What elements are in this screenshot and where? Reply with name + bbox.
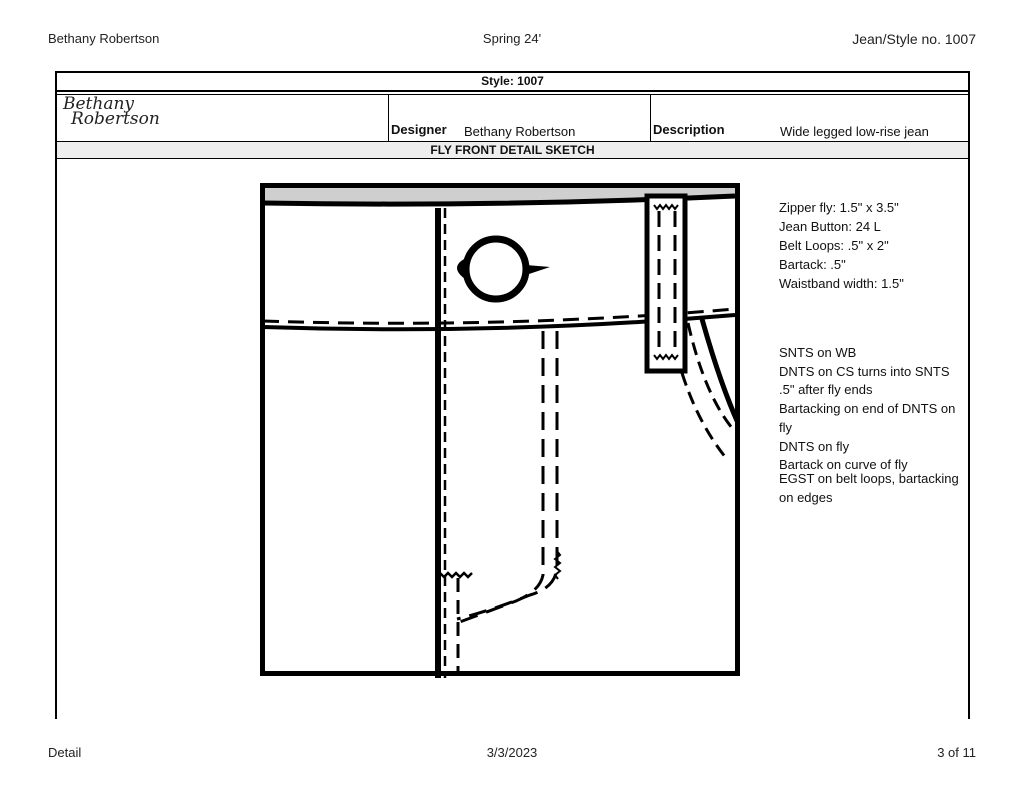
note-egst-loops: EGST on belt loops, bartacking on edges bbox=[779, 470, 959, 505]
note-bartack-dnts: Bartacking on end of DNTS on fly bbox=[779, 401, 956, 435]
header-style-ref: Jean/Style no. 1007 bbox=[852, 31, 976, 47]
spec-zipper: Zipper fly: 1.5" x 3.5" bbox=[779, 200, 899, 215]
spec-button: Jean Button: 24 L bbox=[779, 219, 881, 234]
side-curve bbox=[702, 319, 738, 423]
footer-page: 3 of 11 bbox=[937, 745, 976, 760]
designer-value: Bethany Robertson bbox=[464, 124, 576, 139]
note-dnts-fly: DNTS on fly bbox=[779, 438, 850, 454]
fly-front-sketch bbox=[260, 183, 740, 678]
info-row bbox=[57, 94, 968, 143]
center-bartack bbox=[436, 573, 472, 577]
spec-bartack: Bartack: .5" bbox=[779, 257, 846, 272]
spec-panel bbox=[779, 198, 964, 507]
section-title: FLY FRONT DETAIL SKETCH bbox=[57, 142, 968, 159]
description-value: Wide legged low-rise jean bbox=[780, 124, 929, 139]
spec-waistband: Waistband width: 1.5" bbox=[779, 276, 904, 291]
header-season: Spring 24' bbox=[482, 31, 542, 46]
button-shank-right bbox=[526, 265, 550, 275]
spec-belt-loops: Belt Loops: .5" x 2" bbox=[779, 238, 889, 253]
note-bartack-curve: Bartack on curve of fly bbox=[779, 457, 908, 473]
header-designer: Bethany Robertson bbox=[48, 31, 160, 46]
brand-logo bbox=[63, 94, 160, 129]
jean-button bbox=[466, 239, 526, 299]
divider bbox=[388, 95, 389, 141]
stitch-notes bbox=[779, 344, 964, 507]
designer-label: Designer bbox=[391, 122, 447, 137]
side-curve-stitch-2 bbox=[682, 373, 726, 458]
fly-stitch-inner bbox=[457, 331, 543, 623]
logo-line-1: Bethany bbox=[63, 94, 135, 114]
footer-date: 3/3/2023 bbox=[486, 745, 538, 760]
note-dnts-cs: DNTS on CS turns into SNTS .5" after fly ends bbox=[779, 363, 950, 398]
style-title: Style: 1007 bbox=[57, 73, 968, 92]
footer-section: Detail bbox=[48, 745, 82, 760]
note-snts-wb: SNTS on WB bbox=[779, 345, 857, 360]
logo-line-2: Robertson bbox=[71, 109, 160, 129]
description-label: Description bbox=[653, 122, 725, 137]
spacer bbox=[779, 293, 964, 344]
belt-loop bbox=[647, 196, 685, 371]
divider bbox=[650, 95, 651, 141]
